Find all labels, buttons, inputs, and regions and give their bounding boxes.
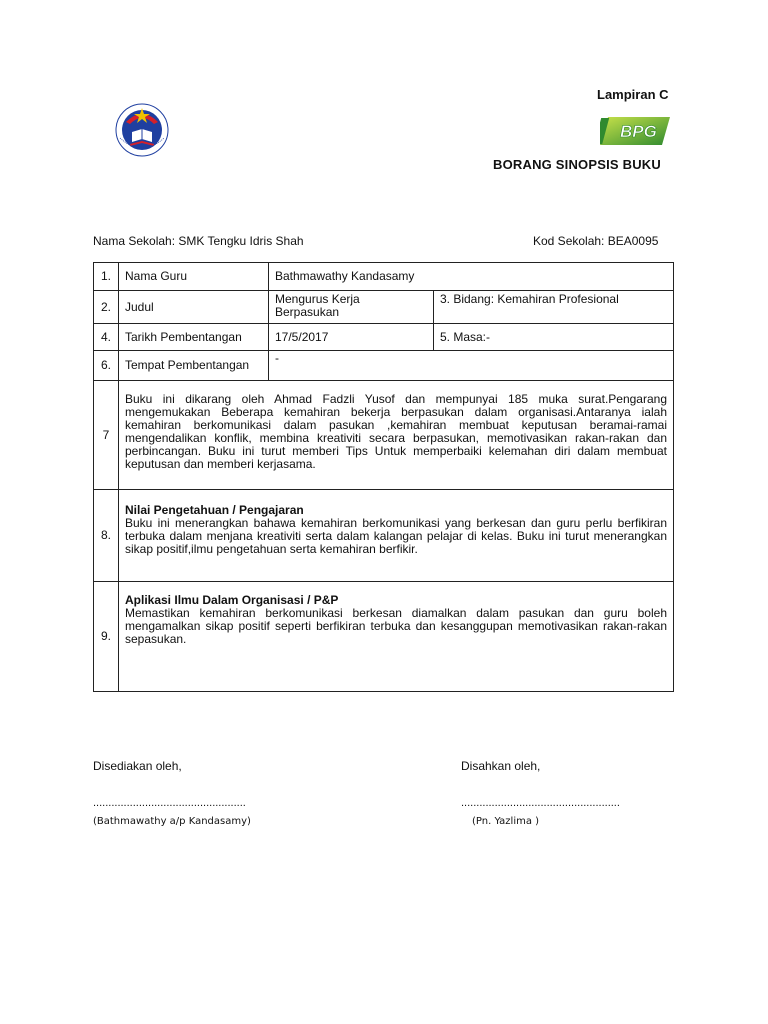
- table-row: [94, 324, 674, 351]
- application-cell: [119, 582, 674, 692]
- bpg-logo-icon: [600, 115, 670, 147]
- teacher-name-value: Bathmawathy Kandasamy: [269, 263, 674, 291]
- row-label: Tarikh Pembentangan: [119, 324, 269, 351]
- row-number: 2.: [94, 291, 119, 324]
- row-number: 8.: [94, 490, 119, 582]
- time-value: 5. Masa:-: [434, 324, 674, 351]
- row-number: 7: [94, 381, 119, 490]
- table-row: [94, 351, 674, 381]
- row-number: 1.: [94, 263, 119, 291]
- knowledge-cell: [119, 490, 674, 582]
- knowledge-heading: Nilai Pengetahuan / Pengajaran: [125, 503, 304, 517]
- lampiran-label: Lampiran C: [597, 87, 669, 102]
- prepared-by-label: Disediakan oleh,: [93, 759, 182, 773]
- signature-line-left: ..................................................: [93, 797, 246, 809]
- kpm-logo-icon: [110, 102, 174, 158]
- table-row: [94, 381, 674, 490]
- signature-line-right: ....................................................: [461, 797, 620, 809]
- row-label: Nama Guru: [119, 263, 269, 291]
- table-row: [94, 490, 674, 582]
- table-row: [94, 582, 674, 692]
- synopsis-table: [93, 262, 674, 692]
- prepared-by-name: (Bathmawathy a/p Kandasamy): [93, 816, 251, 827]
- table-row: [94, 291, 674, 324]
- school-name: Nama Sekolah: SMK Tengku Idris Shah: [93, 234, 304, 248]
- approved-by-label: Disahkan oleh,: [461, 759, 541, 773]
- row-number: 4.: [94, 324, 119, 351]
- synopsis-text: Buku ini dikarang oleh Ahmad Fadzli Yusof dan mempunyai 185 muka surat.Pengarang mengemukakan Beberapa kemahiran bekerja berpasukan dalam organisasi.Antaranya ialah kemahiran berkomunikasi dalam pasukan ,kemahiran membuat keputusan beramai-ramai mengendalikan konflik, membina kreativiti secara berpasukan, memotivasikan rakan-rakan dan perbincangan. Buku ini turut memberi Tips Untuk memperbaiki kelemahan diri dalam membuat keputusan dan memberi kerjasama.: [119, 381, 674, 490]
- form-title: BORANG SINOPSIS BUKU: [493, 157, 661, 172]
- application-heading: Aplikasi Ilmu Dalam Organisasi / P&P: [125, 593, 339, 607]
- row-label: Judul: [119, 291, 269, 324]
- row-number: 6.: [94, 351, 119, 381]
- application-text: Memastikan kemahiran berkomunikasi berkesan diamalkan dalam pasukan dan guru boleh mengamalkan sikap positif seperti berfikiran terbuka dan kesanggupan memotivasikan rakan-rakan sepasukan.: [125, 606, 667, 646]
- svg-text:BPG: BPG: [620, 122, 657, 141]
- row-label: Tempat Pembentangan: [119, 351, 269, 381]
- title-value: Mengurus Kerja Berpasukan: [269, 291, 434, 324]
- approved-by-name: (Pn. Yazlima ): [472, 816, 540, 827]
- row-number: 9.: [94, 582, 119, 692]
- table-row: [94, 263, 674, 291]
- school-code: Kod Sekolah: BEA0095: [533, 234, 659, 248]
- knowledge-text: Buku ini menerangkan bahawa kemahiran berkomunikasi yang berkesan dan guru perlu berfikiran terbuka dalam menjana kreativiti serta dalam kalangan pelajar di kelas. Buku ini turut menerangkan sikap positif,ilmu pengetahuan serta kemahiran berfikir.: [125, 516, 667, 556]
- date-value: 17/5/2017: [269, 324, 434, 351]
- field-value: 3. Bidang: Kemahiran Profesional: [434, 291, 674, 324]
- venue-value: -: [269, 351, 674, 381]
